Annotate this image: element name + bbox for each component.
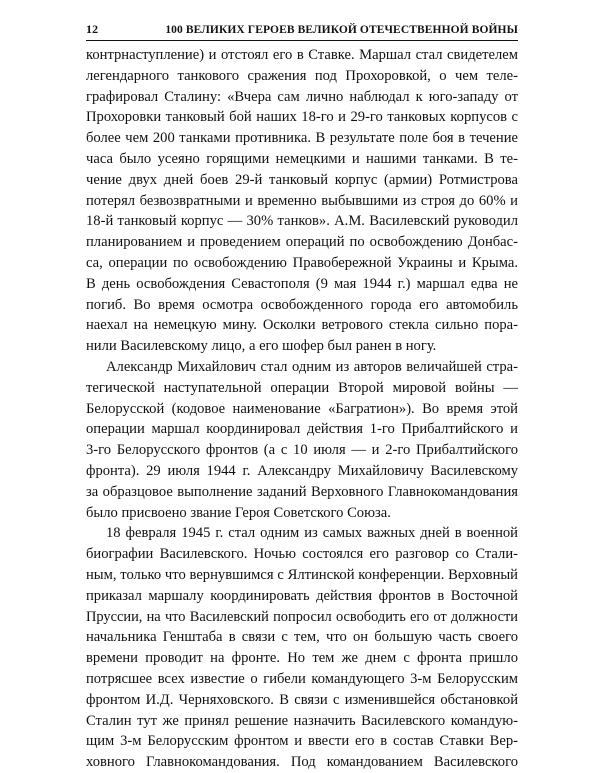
page-number: 12 xyxy=(86,22,99,36)
text-line: времени проводит на фронте. Но тем же днем с фронта пришло xyxy=(86,650,518,667)
text-line: Сталин тут же принял решение назначить Василевского командую- xyxy=(86,712,518,729)
text-line: биографии Василевского. Ночью состоялся его разговор со Стали- xyxy=(86,546,518,563)
text-line: Белорусской (кодовое наименование «Багратион»). Во время этой xyxy=(86,400,518,417)
paragraph-1 xyxy=(86,45,518,357)
text-line: Пруссии, на что Василевский попросил освободить его от должности xyxy=(86,608,518,625)
text-line: планированием и проведением операций по освобождению Донбас- xyxy=(86,234,518,251)
text-line: ховного Главнокомандования. Под командованием Василевского xyxy=(86,754,518,771)
text-line: операции маршал координировал действия 1-го Прибалтийского и xyxy=(86,421,518,438)
text-line: са, операции по освобождению Правобережной Украины и Крыма. xyxy=(86,254,518,271)
body-text xyxy=(86,45,518,773)
text-line: фронтом И.Д. Черняховского. В связи с изменившейся обстановкой xyxy=(86,691,518,708)
text-line: 18-й танковый корпус — 30% танков». А.М. Василевский руководил xyxy=(86,213,518,230)
text-line: контрнаступление) и отстоял его в Ставке. Маршал стал свидетелем xyxy=(86,47,518,63)
text-line: было присвоено звание Героя Советского Союза. xyxy=(86,504,391,521)
text-line: легендарного танкового сражения под Прохоровкой, о чем теле- xyxy=(86,67,518,84)
text-line: Прохоровки танковый бой наших 18-го и 29-го танковых корпусов с xyxy=(86,109,518,126)
running-head xyxy=(86,22,518,41)
text-line: фронта). 29 июля 1944 г. Александру Михайловичу Василевскому xyxy=(86,462,518,479)
paragraph-3 xyxy=(86,523,518,773)
text-line: Александр Михайлович стал одним из авторов величайшей стра- xyxy=(106,358,518,375)
text-line: тегической наступательной операции Второй мировой войны — xyxy=(86,379,518,396)
text-line: нили Василевскому лицо, а его шофер был ранен в ногу. xyxy=(86,338,437,355)
text-line: В день освобождения Севастополя (9 мая 1944 г.) маршал едва не xyxy=(86,275,518,292)
text-line: более чем 200 танками противника. В результате поле боя в течение xyxy=(86,130,518,147)
text-line: наехал на немецкую мину. Осколки ветрового стекла сильно пора- xyxy=(86,317,518,334)
text-line: начальника Генштаба в связи с тем, что он большую часть своего xyxy=(86,629,518,646)
running-title: 100 ВЕЛИКИХ ГЕРОЕВ ВЕЛИКОЙ ОТЕЧЕСТВЕННОЙ ВОЙНЫ xyxy=(165,24,518,36)
text-line: погиб. Во время осмотра освобожденного города его автомобиль xyxy=(86,296,518,313)
text-line: потрясшее всех известие о гибели командующего 3-м Белорусским xyxy=(86,670,518,687)
text-line: ным, только что вернувшимся с Ялтинской конференции. Верховный xyxy=(86,566,518,583)
text-line: за образцовое выполнение заданий Верховного Главнокомандования xyxy=(86,483,518,500)
text-line: потерял безвозвратными и временно выбывшими из строя до 60% и xyxy=(86,192,518,209)
text-line: чение двух дней боев 29-й танковый корпус (армии) Ротмистрова xyxy=(86,171,518,188)
text-line: 3-го Белорусского фронтов (а с 10 июля — и 2-го Прибалтийского xyxy=(86,442,518,459)
text-line: приказал маршалу координировать действия фронтов в Восточной xyxy=(86,587,518,604)
text-line: щим 3-м Белорусским фронтом и ввести его в состав Ставки Вер- xyxy=(86,733,518,750)
paragraph-2 xyxy=(86,357,518,523)
book-page xyxy=(86,22,518,773)
text-line: часа было усеяно горящими немецкими и нашими танками. В те- xyxy=(86,150,518,167)
text-line: графировал Сталину: «Вчера сам лично наблюдал к юго-западу от xyxy=(86,88,518,105)
text-line: 18 февраля 1945 г. стал одним из самых важных дней в военной xyxy=(106,525,518,542)
